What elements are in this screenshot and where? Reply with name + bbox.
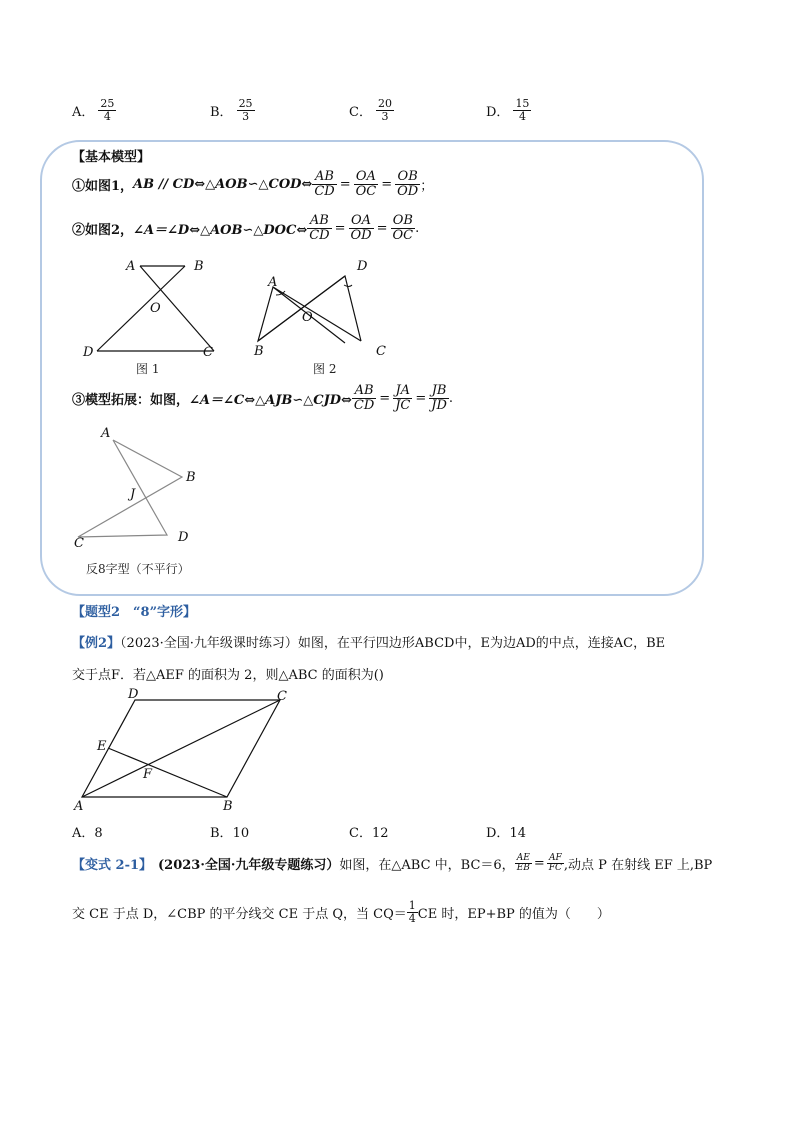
label-a: A	[74, 799, 84, 814]
option-c: C．12	[349, 826, 389, 841]
fraction: $\frac{15}{4}$	[515, 97, 530, 123]
label-c: C	[74, 536, 84, 551]
section-heading: 【题型2 “8”字形】	[72, 605, 197, 620]
fraction: $\frac{OB}{OC}$	[392, 213, 414, 243]
variant-line-1: 【变式 2-1】 (2023·全国·九年级专题练习） 如图，在△ABC 中，BC＝6， $\frac{AE}{EB}$ = $\frac{AF}{FC}$ ,动点 P 在射线 EF 上,BP	[72, 853, 713, 874]
label-j: J	[130, 487, 136, 502]
option-a: A． $\frac{25}{4}$	[72, 97, 115, 123]
equals-sign: =	[379, 390, 391, 406]
fraction: $\frac{OA}{OD}$	[350, 213, 372, 243]
fraction: $\frac{25}{4}$	[100, 97, 115, 123]
model-figure-3	[70, 425, 230, 580]
figure-2	[253, 259, 386, 376]
equals-sign: =	[415, 390, 427, 406]
label-b: B	[223, 799, 233, 814]
equals-sign: =	[339, 176, 351, 192]
fraction: $\frac{AB}{CD}$	[309, 213, 330, 243]
label-c: C	[277, 689, 287, 704]
figure-1-caption: 图 1	[136, 362, 160, 376]
figure-3-caption: 反8字型（不平行）	[86, 562, 190, 576]
model-line-3: ③模型拓展：如图， ∠A＝∠C⇔△AJB∽△CJD⇔ $\frac{AB}{CD}$ = $\frac{JA}{JC}$ = $\frac{JB}{JD}$ .	[72, 383, 454, 413]
model-line-2: ②如图2， ∠A＝∠D⇔△AOB∽△DOC⇔ $\frac{AB}{CD}$ = $\frac{OA}{OD}$ = $\frac{OB}{OC}$ .	[72, 213, 420, 243]
label-d: D	[83, 345, 94, 360]
label-o: O	[150, 301, 161, 316]
equals-sign: =	[334, 220, 346, 236]
fraction: $\frac{1}{4}$	[408, 899, 416, 925]
variant-line-2: 交 CE 于点 D，∠CBP 的平分线交 CE 于点 Q，当 CQ＝ $\frac{1}{4}$ CE 时，EP+BP 的值为（ ）	[72, 899, 610, 925]
option-d: D． $\frac{15}{4}$	[486, 97, 530, 123]
label-o: O	[302, 310, 313, 325]
fraction: $\frac{AB}{CD}$	[314, 169, 335, 199]
model-figures-1-2	[70, 255, 410, 377]
parallelogram-figure	[70, 688, 300, 818]
fraction: $\frac{25}{3}$	[238, 97, 253, 123]
equals-sign: =	[376, 220, 388, 236]
equals-sign: =	[381, 176, 393, 192]
label-c: C	[203, 345, 213, 360]
label-c: C	[376, 344, 386, 359]
fraction: $\frac{OB}{OD}$	[397, 169, 419, 199]
label-d: D	[128, 688, 139, 702]
fraction: $\frac{OA}{OC}$	[355, 169, 377, 199]
example-2-line-1: 【例2】（2023·全国·九年级课时练习）如图，在平行四边形ABCD中，E为边AD的中点，连接AC，BE	[72, 636, 666, 651]
fraction: $\frac{AF}{FC}$	[548, 853, 562, 874]
fraction: $\frac{20}{3}$	[377, 97, 392, 123]
fraction: $\frac{JB}{JD}$	[431, 383, 447, 413]
model-line-1: ①如图1， AB // CD⇔△AOB∽△COD⇔ $\frac{AB}{CD}$ = $\frac{OA}{OC}$ = $\frac{OB}{OD}$ ；	[72, 169, 434, 199]
option-b: B．10	[210, 826, 250, 841]
label-d: D	[178, 530, 189, 545]
model-heading: 【基本模型】	[72, 150, 151, 165]
option-d: D．14	[486, 826, 526, 841]
label-b: B	[254, 344, 264, 359]
figure-2-caption: 图 2	[313, 362, 337, 376]
option-a: A．8	[72, 826, 103, 841]
example-2-line-2: 交于点F．若△AEF 的面积为 2，则△ABC 的面积为()	[72, 668, 384, 683]
label-a: A	[268, 275, 278, 290]
label-e: E	[97, 739, 107, 754]
fraction: $\frac{AE}{EB}$	[516, 853, 530, 874]
fraction: $\frac{JA}{JC}$	[395, 383, 411, 413]
label-a: A	[126, 259, 136, 274]
label-f: F	[143, 767, 153, 782]
figure-1	[82, 259, 214, 376]
label-b: B	[186, 470, 196, 485]
label-d: D	[357, 259, 368, 274]
label-a: A	[101, 426, 111, 441]
label-b: B	[194, 259, 204, 274]
option-b: B． $\frac{25}{3}$	[210, 97, 253, 123]
fraction: $\frac{AB}{CD}$	[353, 383, 375, 413]
option-c: C． $\frac{20}{3}$	[349, 97, 392, 123]
